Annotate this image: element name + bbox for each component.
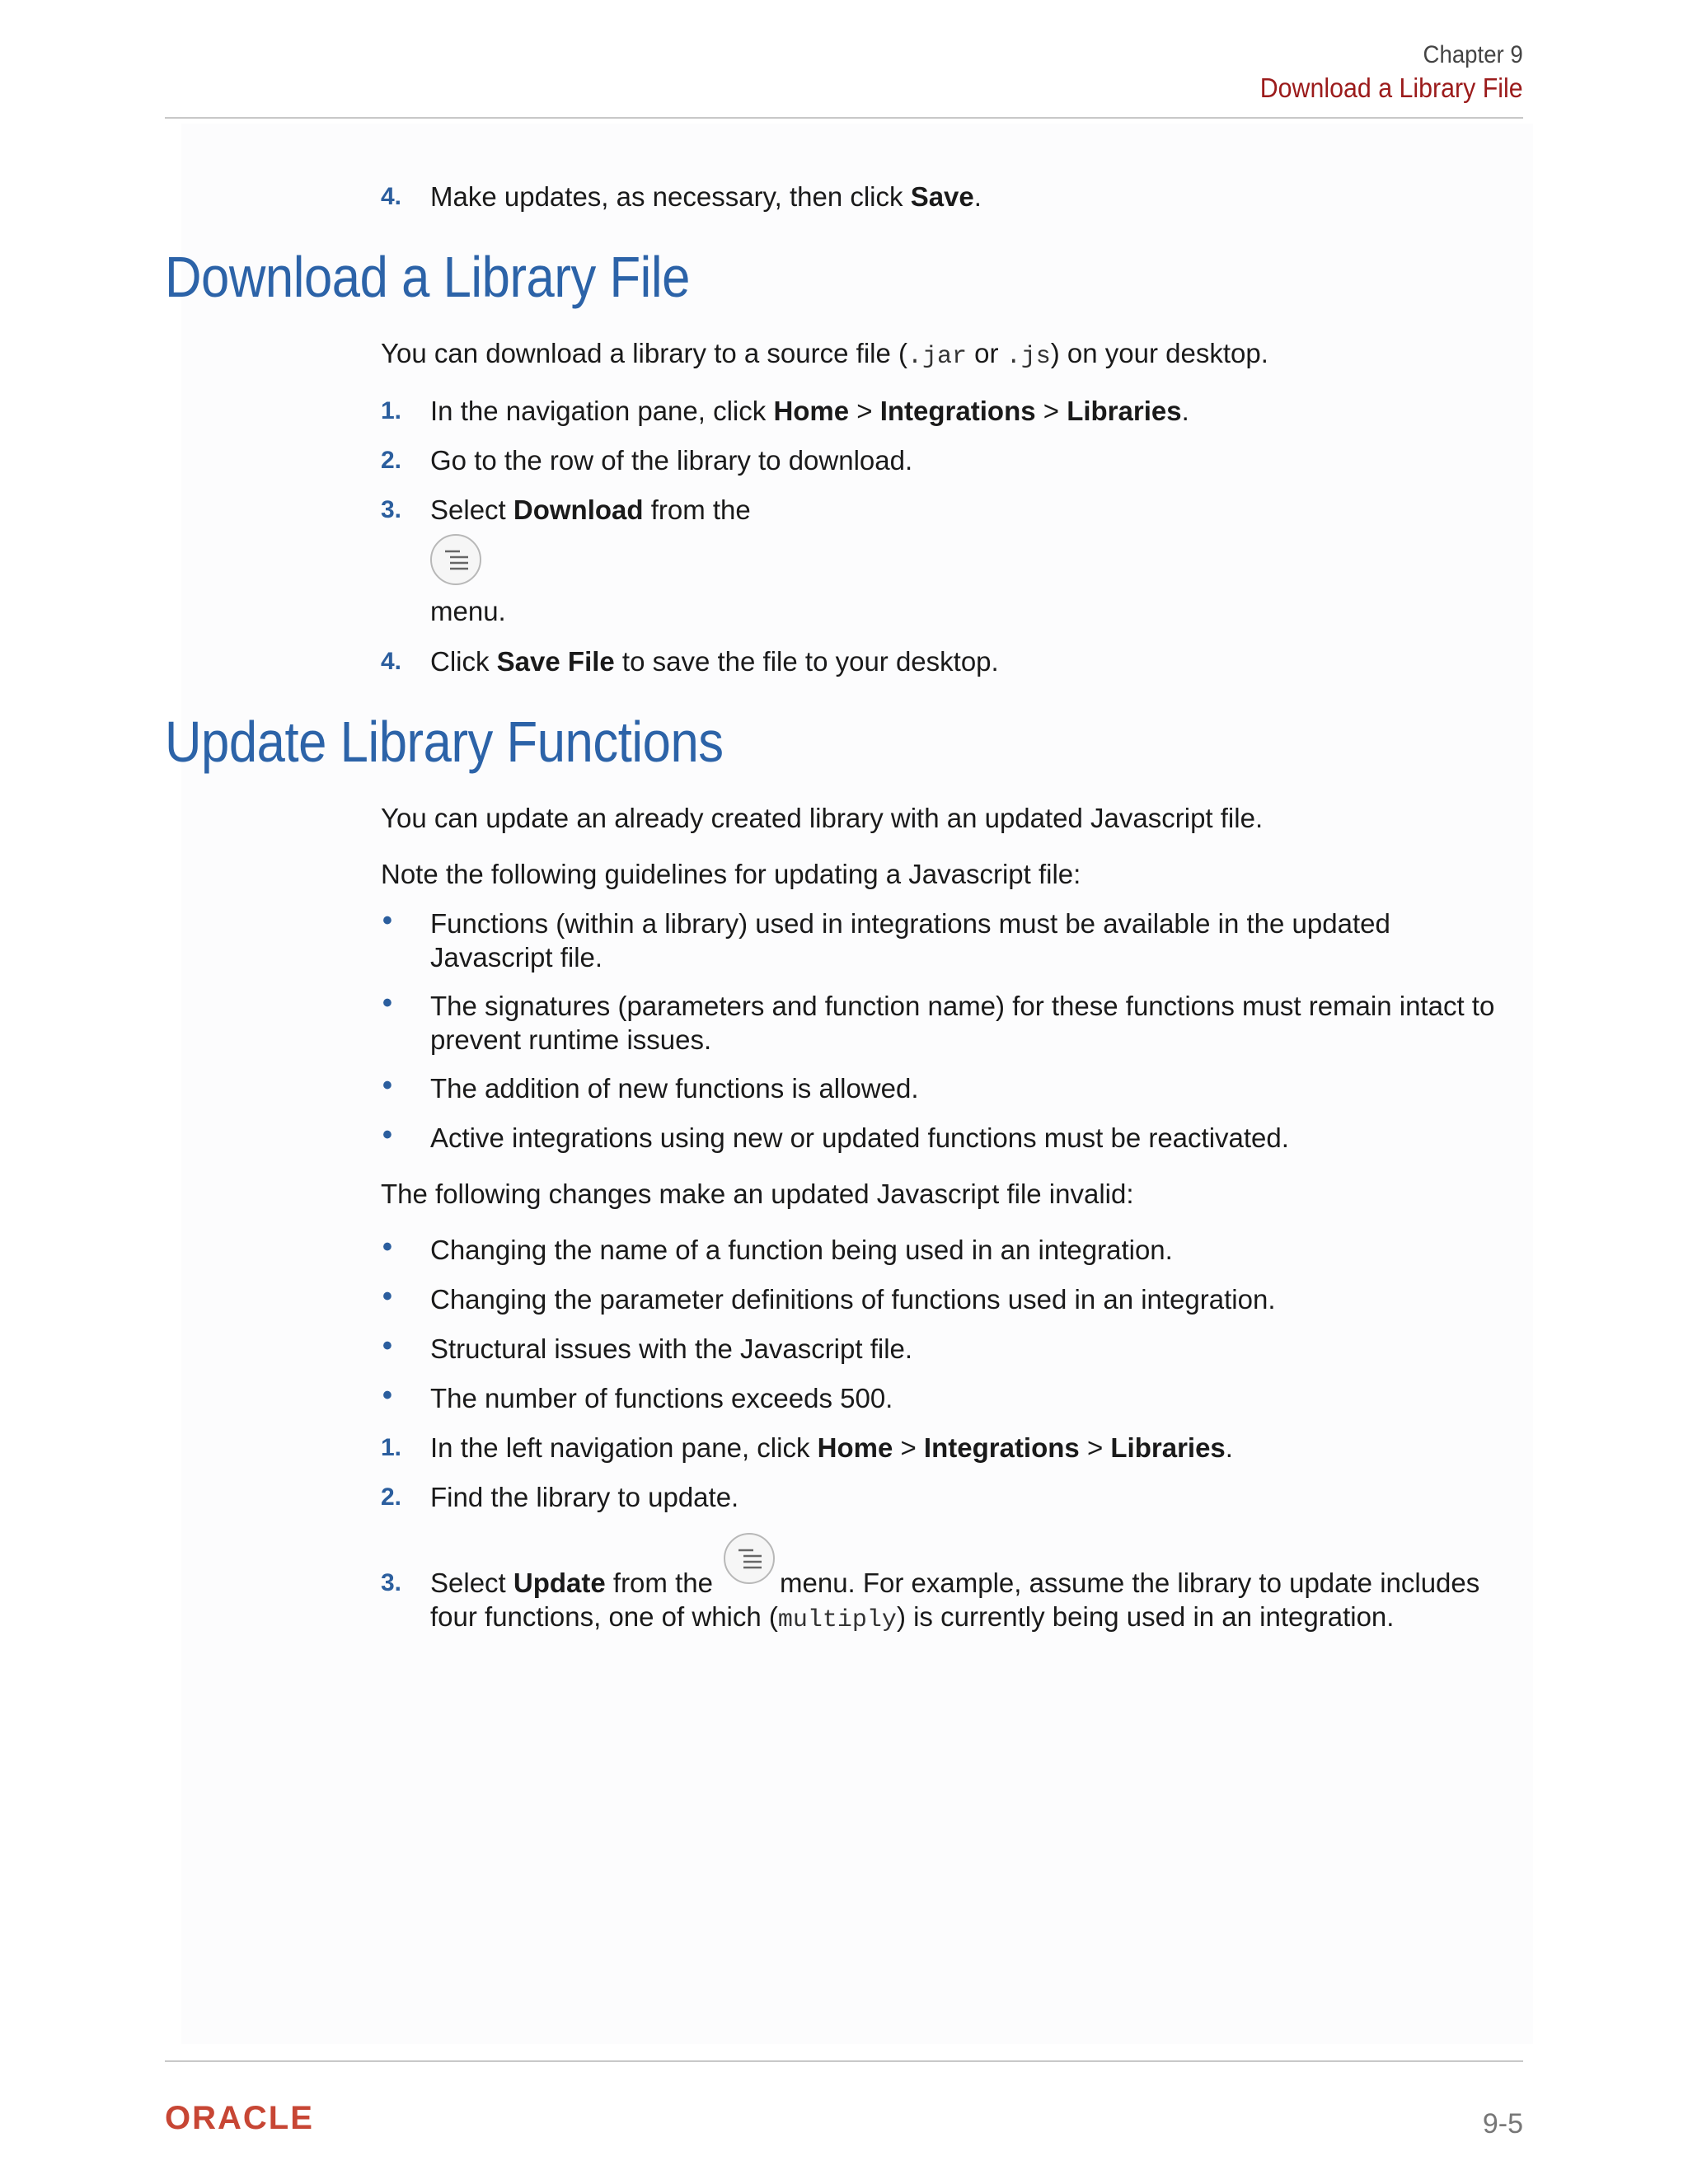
download-intro: You can download a library to a source file (.jar or .js) on your desktop. (381, 338, 1268, 371)
bullet: • (382, 987, 392, 1019)
update-intro: You can update an already created library with an updated Javascript file. (381, 803, 1264, 833)
guideline-item: Active integrations using new or updated functions must be reactivated. (430, 1122, 1289, 1153)
step-number: 4. (381, 183, 402, 210)
invalid-item: Changing the name of a function being used in an integration. (430, 1235, 1173, 1265)
invalid-lead: The following changes make an updated Javascript file invalid: (381, 1179, 1134, 1209)
step-number: 1. (381, 1434, 402, 1461)
step-number: 2. (381, 447, 402, 474)
step-text: Make updates, as necessary, then click Save. (430, 181, 982, 212)
footer-divider (165, 2060, 1523, 2062)
step-number: 3. (381, 496, 402, 523)
invalid-item: The number of functions exceeds 500. (430, 1383, 893, 1413)
oracle-logo (165, 2102, 354, 2139)
step-number: 3. (381, 1569, 402, 1596)
guideline-item: The addition of new functions is allowed. (430, 1073, 919, 1104)
bullet: • (382, 1231, 392, 1263)
step-text: Select Download from the (430, 494, 751, 525)
header-divider (165, 117, 1523, 119)
bullet: • (382, 1119, 392, 1151)
invalid-item: Structural issues with the Javascript file. (430, 1333, 913, 1364)
step-number: 4. (381, 648, 402, 675)
oracle-logo-text: ORACLE (165, 2102, 314, 2135)
step-text-after-icon: menu. For example, assume the library to update includes (780, 1568, 1480, 1598)
step-number: 1. (381, 397, 402, 424)
step-number: 2. (381, 1483, 402, 1511)
menu-icon-wrapper[interactable] (430, 534, 481, 585)
step-text: Find the library to update. (430, 1482, 739, 1512)
invalid-item: Changing the parameter definitions of functions used in an integration. (430, 1284, 1276, 1315)
menu-icon[interactable] (724, 1533, 775, 1584)
guideline-item: The signatures (parameters and function name) for these functions must remain intact to prevent runtime issues. (430, 991, 1495, 1055)
bullet: • (382, 905, 392, 936)
guidelines-lead: Note the following guidelines for updating a Javascript file: (381, 859, 1081, 889)
menu-icon-wrapper[interactable] (724, 1533, 775, 1584)
bullet: • (382, 1330, 392, 1361)
guideline-item: Functions (within a library) used in integrations must be available in the updated Javascript file. (430, 908, 1390, 972)
header-section-title: Download a Library File (1260, 73, 1523, 103)
bullet: • (382, 1380, 392, 1411)
menu-icon[interactable] (430, 534, 481, 585)
step-text: In the left navigation pane, click Home > Integrations > Libraries. (430, 1432, 1233, 1463)
step-text: Select Update from the (430, 1568, 713, 1598)
step-text: Go to the row of the library to download. (430, 445, 913, 476)
page-number: 9-5 (1482, 2108, 1523, 2139)
step-text-continued: menu. (430, 596, 506, 626)
header-chapter: Chapter 9 (1423, 41, 1523, 68)
step-text: In the navigation pane, click Home > Integrations > Libraries. (430, 396, 1189, 426)
step-text: Click Save File to save the file to your desktop. (430, 646, 999, 677)
bullet: • (382, 1070, 392, 1101)
step-text-line2: four functions, one of which (multiply) is currently being used in an integration. (430, 1601, 1395, 1634)
section-heading-download: Download a Library File (165, 245, 690, 309)
bullet: • (382, 1281, 392, 1312)
section-heading-update: Update Library Functions (165, 710, 724, 774)
